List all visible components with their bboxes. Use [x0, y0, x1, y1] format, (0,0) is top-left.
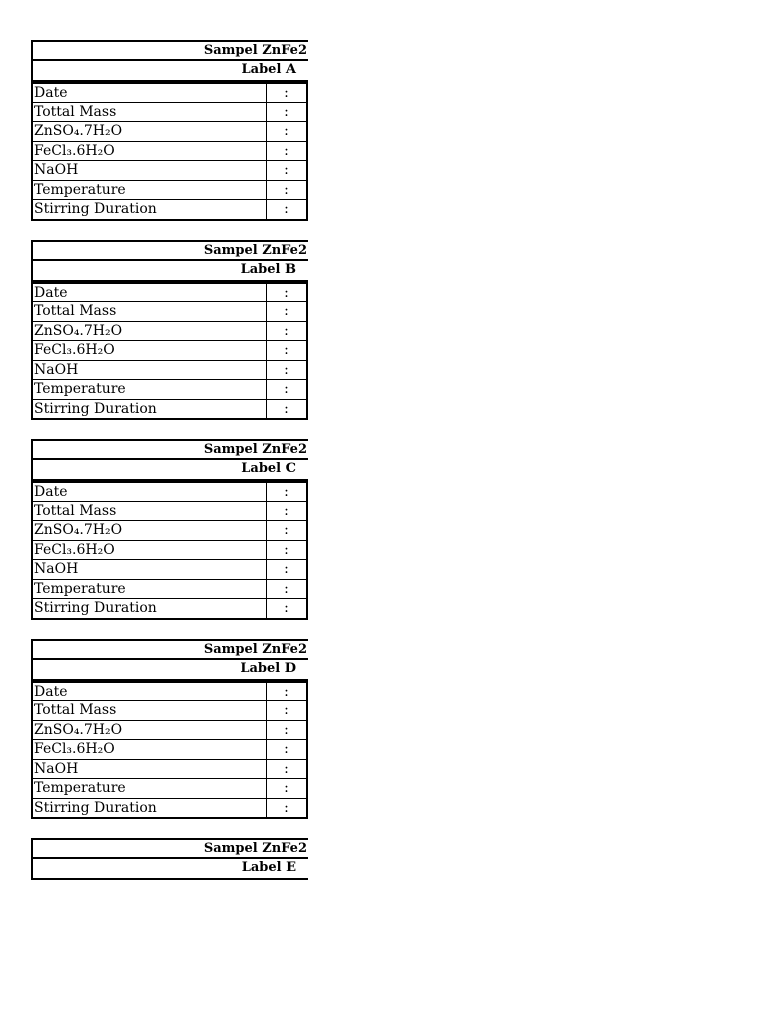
table-row [31, 302, 308, 322]
field-value[interactable]: : [284, 400, 289, 417]
sample-title-cell [31, 40, 308, 61]
sample-title-cell [31, 838, 308, 859]
field-label: FeCl₃.6H₂O [33, 541, 267, 560]
field-value[interactable]: : [284, 600, 289, 616]
field-value[interactable]: : [284, 502, 289, 519]
field-value[interactable]: : [284, 799, 289, 816]
field-label: FeCl₃.6H₂O [33, 740, 267, 759]
sample-title: Sampel ZnFe2 [203, 641, 307, 657]
table-row [31, 541, 308, 561]
field-value[interactable]: : [284, 381, 289, 397]
table-row [31, 779, 308, 799]
sample-label-cell [31, 460, 308, 481]
sample-sheet [31, 40, 308, 899]
sample-label: Label C [241, 461, 296, 476]
sample-label-cell [31, 261, 308, 282]
table-row [31, 181, 308, 201]
sample-title-cell [31, 240, 308, 261]
field-label: Temperature [33, 779, 267, 798]
table-row [31, 142, 308, 162]
sample-title-cell [31, 639, 308, 660]
sample-title: Sampel ZnFe2 [203, 442, 307, 457]
field-label: Date [33, 284, 267, 302]
table-row [31, 701, 308, 721]
table-row [31, 521, 308, 541]
field-value[interactable]: : [284, 284, 289, 301]
field-label: NaOH [33, 560, 267, 579]
field-value[interactable]: : [284, 142, 289, 159]
table-row [31, 82, 308, 103]
table-row [31, 580, 308, 600]
sample-title: Sampel ZnFe2 [203, 242, 307, 258]
sample-block-d [31, 639, 308, 820]
sample-label-cell [31, 859, 308, 880]
sample-label: Label B [240, 261, 296, 277]
field-value[interactable]: : [284, 342, 289, 358]
sample-label: Label D [240, 660, 296, 676]
sample-title: Sampel ZnFe2 [203, 43, 307, 58]
table-row [31, 599, 308, 620]
sample-label: Label E [241, 860, 296, 875]
field-label: FeCl₃.6H₂O [33, 142, 267, 161]
table-row [31, 103, 308, 123]
field-value[interactable]: : [284, 181, 289, 198]
field-label: ZnSO₄.7H₂O [33, 122, 267, 141]
field-value[interactable]: : [284, 303, 289, 319]
field-value[interactable]: : [284, 541, 289, 558]
field-label: Date [33, 483, 267, 501]
field-value[interactable]: : [284, 201, 289, 217]
field-value[interactable]: : [284, 561, 289, 577]
field-label: Tottal Mass [33, 502, 267, 521]
table-row [31, 161, 308, 181]
table-row [31, 760, 308, 780]
field-label: ZnSO₄.7H₂O [33, 721, 267, 740]
field-value[interactable]: : [284, 484, 289, 500]
field-label: Stirring Duration [33, 200, 267, 219]
field-value[interactable]: : [284, 162, 289, 178]
sample-label-cell [31, 61, 308, 82]
field-label: Stirring Duration [33, 799, 267, 818]
field-label: Temperature [33, 380, 267, 399]
field-label: Temperature [33, 580, 267, 599]
table-row [31, 481, 308, 502]
field-label: Tottal Mass [33, 302, 267, 321]
table-row [31, 282, 308, 303]
table-row [31, 200, 308, 221]
table-row [31, 560, 308, 580]
field-value[interactable]: : [284, 683, 289, 700]
table-row [31, 341, 308, 361]
field-value[interactable]: : [284, 721, 289, 738]
sample-block-b [31, 240, 308, 421]
table-row [31, 740, 308, 760]
field-value[interactable]: : [284, 85, 289, 101]
sample-block-a [31, 40, 308, 221]
field-label: NaOH [33, 161, 267, 180]
sample-title: Sampel ZnFe2 [203, 841, 307, 856]
field-label: NaOH [33, 361, 267, 380]
sample-title-cell [31, 439, 308, 460]
table-row [31, 681, 308, 702]
table-row [31, 122, 308, 142]
field-value[interactable]: : [284, 702, 289, 718]
field-value[interactable]: : [284, 361, 289, 378]
table-row [31, 799, 308, 820]
table-row [31, 721, 308, 741]
field-value[interactable]: : [284, 322, 289, 339]
field-value[interactable]: : [284, 123, 289, 139]
sample-label-cell [31, 660, 308, 681]
sample-block-c [31, 439, 308, 620]
field-label: Temperature [33, 181, 267, 200]
field-label: FeCl₃.6H₂O [33, 341, 267, 360]
field-label: NaOH [33, 760, 267, 779]
table-row [31, 361, 308, 381]
field-value[interactable]: : [284, 522, 289, 538]
field-label: ZnSO₄.7H₂O [33, 521, 267, 540]
field-label: Date [33, 84, 267, 102]
field-label: Date [33, 683, 267, 701]
field-label: Tottal Mass [33, 103, 267, 122]
sample-label: Label A [241, 62, 296, 77]
table-row [31, 322, 308, 342]
table-row [31, 400, 308, 421]
field-label: Stirring Duration [33, 599, 267, 618]
table-row [31, 502, 308, 522]
field-value[interactable]: : [284, 760, 289, 777]
field-label: Tottal Mass [33, 701, 267, 720]
field-value[interactable]: : [284, 780, 289, 796]
field-label: ZnSO₄.7H₂O [33, 322, 267, 341]
sample-block-e [31, 838, 308, 880]
field-label: Stirring Duration [33, 400, 267, 419]
field-value[interactable]: : [284, 741, 289, 757]
field-value[interactable]: : [284, 103, 289, 120]
table-row [31, 380, 308, 400]
field-value[interactable]: : [284, 580, 289, 597]
